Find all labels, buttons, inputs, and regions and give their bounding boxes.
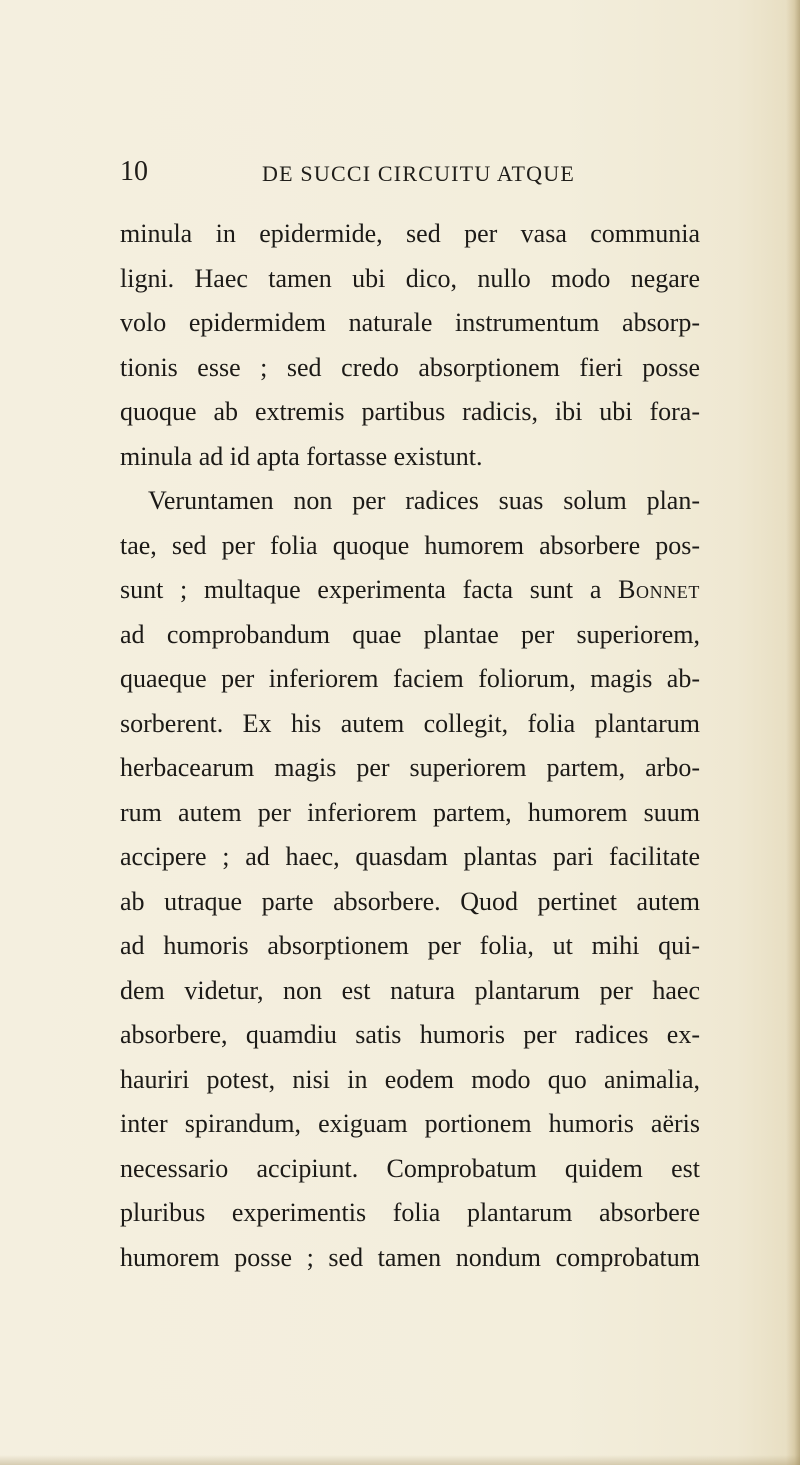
page-number: 10 [120,156,148,187]
text-line: inter spirandum, exiguam portionem humoris aëris [120,1109,700,1138]
text-line: minula ad id apta fortasse existunt. [120,441,483,471]
body-text [120,212,700,1280]
text-line: ad comprobandum quae plantae per superiorem, [120,619,700,649]
text-line: volo epidermidem naturale instrumentum absorp- [120,308,700,337]
page-header [120,155,680,195]
text-line: sorberent. Ex his autem collegit, folia plantarum [120,708,700,738]
text-line: tionis esse ; sed credo absorptionem fieri posse [120,352,700,382]
text-line: pluribus experimentis folia plantarum absorbere [120,1198,700,1227]
page-bottom-shadow [0,1455,800,1465]
text-line: rum autem per inferiorem partem, humorem suum [120,797,700,827]
paragraph-start-line: Veruntamen non per radices suas solum plan- [148,486,700,515]
text-line: necessario accipiunt. Comprobatum quidem est [120,1153,700,1183]
text-line: tae, sed per folia quoque humorem absorbere pos- [120,530,700,560]
text-line: herbacearum magis per superiorem partem, arbo- [120,753,700,782]
text-line-segment: sunt ; multaque experimenta facta sunt a [120,575,619,604]
text-line: dem videtur, non est natura plantarum per haec [120,975,700,1005]
text-line: quoque ab extremis partibus radicis, ibi ubi fora- [120,397,700,426]
text-line: humorem posse ; sed tamen nondum comprobatum [120,1242,700,1272]
running-title: DE SUCCI CIRCUITU ATQUE [262,161,575,186]
text-line: accipere ; ad haec, quasdam plantas pari facilitate [120,842,700,871]
text-line: quaeque per inferiorem faciem foliorum, magis ab- [120,664,700,693]
author-name: Bonnet [618,575,700,604]
text-line: hauriri potest, nisi in eodem modo quo animalia, [120,1064,700,1094]
text-line: minula in epidermide, sed per vasa communia [120,219,700,248]
text-line: absorbere, quamdiu satis humoris per radices ex- [120,1020,700,1049]
text-line: ad humoris absorptionem per folia, ut mihi qui- [120,931,700,960]
text-line-with-author [120,568,700,613]
text-line: ab utraque parte absorbere. Quod pertinet autem [120,886,700,916]
text-line: ligni. Haec tamen ubi dico, nullo modo negare [120,263,700,293]
page-edge-shadow [786,0,800,1465]
